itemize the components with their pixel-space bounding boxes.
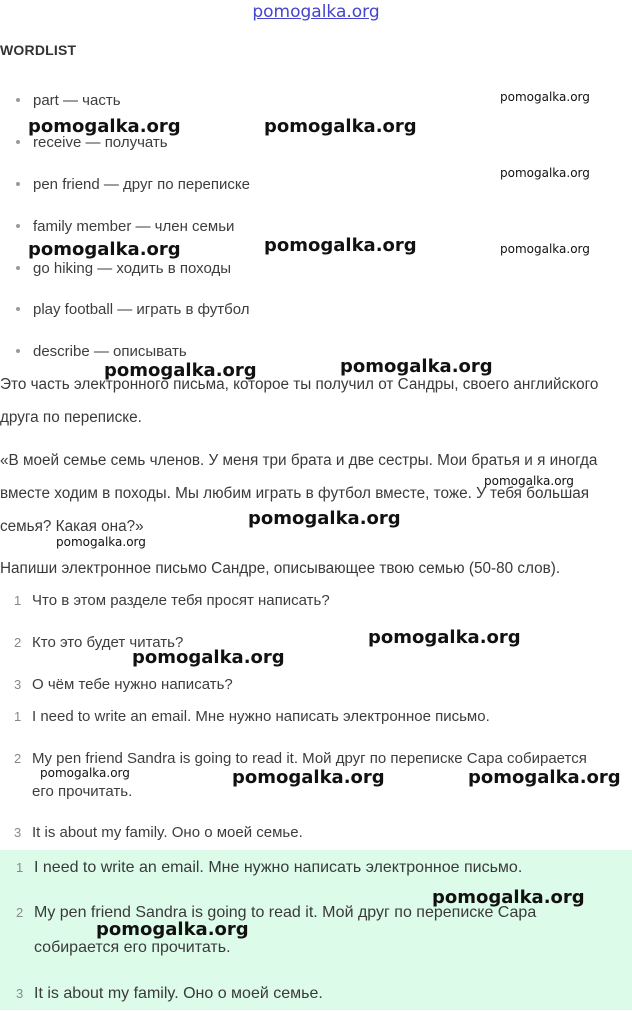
wordlist-item (16, 260, 231, 277)
quote-paragraph: «В моей семье семь членов. У меня три брата и две сестры. Мои братья и я иногда вместе ходим в походы. Мы любим играть в футбол вместе, тоже. У тебя большая семья? Какая она?» (0, 452, 598, 535)
watermark: pomogalka.org (500, 90, 590, 104)
bullet-icon (16, 266, 20, 270)
watermark: pomogalka.org (248, 508, 401, 529)
answer-item (14, 816, 614, 849)
answer-text: It is about my family. Оно о моей семье. (34, 985, 323, 1002)
watermark: pomogalka.org (104, 360, 257, 381)
answer-number: 2 (14, 751, 22, 766)
question-text: Кто это будет читать? (32, 634, 184, 651)
wordlist-item (16, 343, 187, 360)
question-number: 1 (14, 593, 22, 608)
highlighted-answer-item (16, 976, 626, 1011)
wordlist-item-text: family member — член семьи (33, 218, 235, 235)
wordlist-item (16, 176, 250, 193)
watermark: pomogalka.org (340, 356, 493, 377)
wordlist-item-text: go hiking — ходить в походы (33, 260, 232, 277)
question-number: 2 (14, 635, 22, 650)
answer-text: It is about my family. Оно о моей семье. (32, 824, 303, 841)
wordlist-item-text: pen friend — друг по переписке (33, 176, 250, 193)
answer-text: My pen friend Sandra is going to read it. Мой друг по переписке Сара собирается его прочитать. (32, 750, 587, 800)
task-paragraph: Напиши электронное письмо Сандре, описывающее твою семью (50-80 слов). (0, 560, 561, 577)
bullet-icon (16, 140, 20, 144)
wordlist-item (16, 92, 121, 109)
bullet-icon (16, 349, 20, 353)
watermark: pomogalka.org (28, 239, 181, 260)
site-header-link[interactable]: pomogalka.org (252, 2, 380, 22)
answer-number: 3 (14, 825, 22, 840)
question-text: О чём тебе нужно написать? (32, 676, 233, 693)
watermark: pomogalka.org (500, 166, 590, 180)
question-text: Что в этом разделе тебя просят написать? (32, 592, 330, 609)
bullet-icon (16, 182, 20, 186)
answer-number: 1 (16, 860, 24, 875)
question-item (14, 592, 330, 609)
answer-text: I need to write an email. Мне нужно написать электронное письмо. (34, 859, 523, 876)
answer-text: My pen friend Sandra is going to read it. Мой друг по переписке Сара собирается его прочитать. (34, 904, 537, 956)
answer-number: 3 (16, 986, 24, 1001)
watermark: pomogalka.org (484, 474, 574, 488)
wordlist-heading: WORDLIST (0, 42, 77, 58)
bullet-icon (16, 98, 20, 102)
watermark: pomogalka.org (56, 535, 146, 549)
bullet-icon (16, 307, 20, 311)
wordlist-item (16, 218, 234, 235)
wordlist-item-text: play football — играть в футбол (33, 301, 250, 318)
watermark: pomogalka.org (132, 647, 285, 668)
intro-paragraph: Это часть электронного письма, которое ты получил от Сандры, своего английского друга по переписке. (0, 376, 599, 426)
highlighted-answer-item (16, 850, 626, 885)
watermark: pomogalka.org (432, 887, 585, 908)
answer-number: 2 (16, 905, 24, 920)
watermark: pomogalka.org (232, 767, 385, 788)
watermark: pomogalka.org (264, 116, 417, 137)
watermark: pomogalka.org (264, 235, 417, 256)
watermark: pomogalka.org (96, 919, 249, 940)
answer-text: I need to write an email. Мне нужно написать электронное письмо. (32, 708, 490, 725)
watermark: pomogalka.org (40, 766, 130, 780)
wordlist-item (16, 301, 249, 318)
question-item (14, 676, 233, 693)
watermark: pomogalka.org (500, 242, 590, 256)
question-number: 3 (14, 677, 22, 692)
watermark: pomogalka.org (468, 767, 621, 788)
wordlist-item-text: receive — получать (33, 134, 168, 151)
wordlist-item-text: describe — описывать (33, 343, 187, 360)
watermark: pomogalka.org (368, 627, 521, 648)
answer-number: 1 (14, 709, 22, 724)
wordlist-item-text: part — часть (33, 92, 121, 109)
bullet-icon (16, 224, 20, 228)
answer-item (14, 700, 614, 733)
watermark: pomogalka.org (28, 116, 181, 137)
